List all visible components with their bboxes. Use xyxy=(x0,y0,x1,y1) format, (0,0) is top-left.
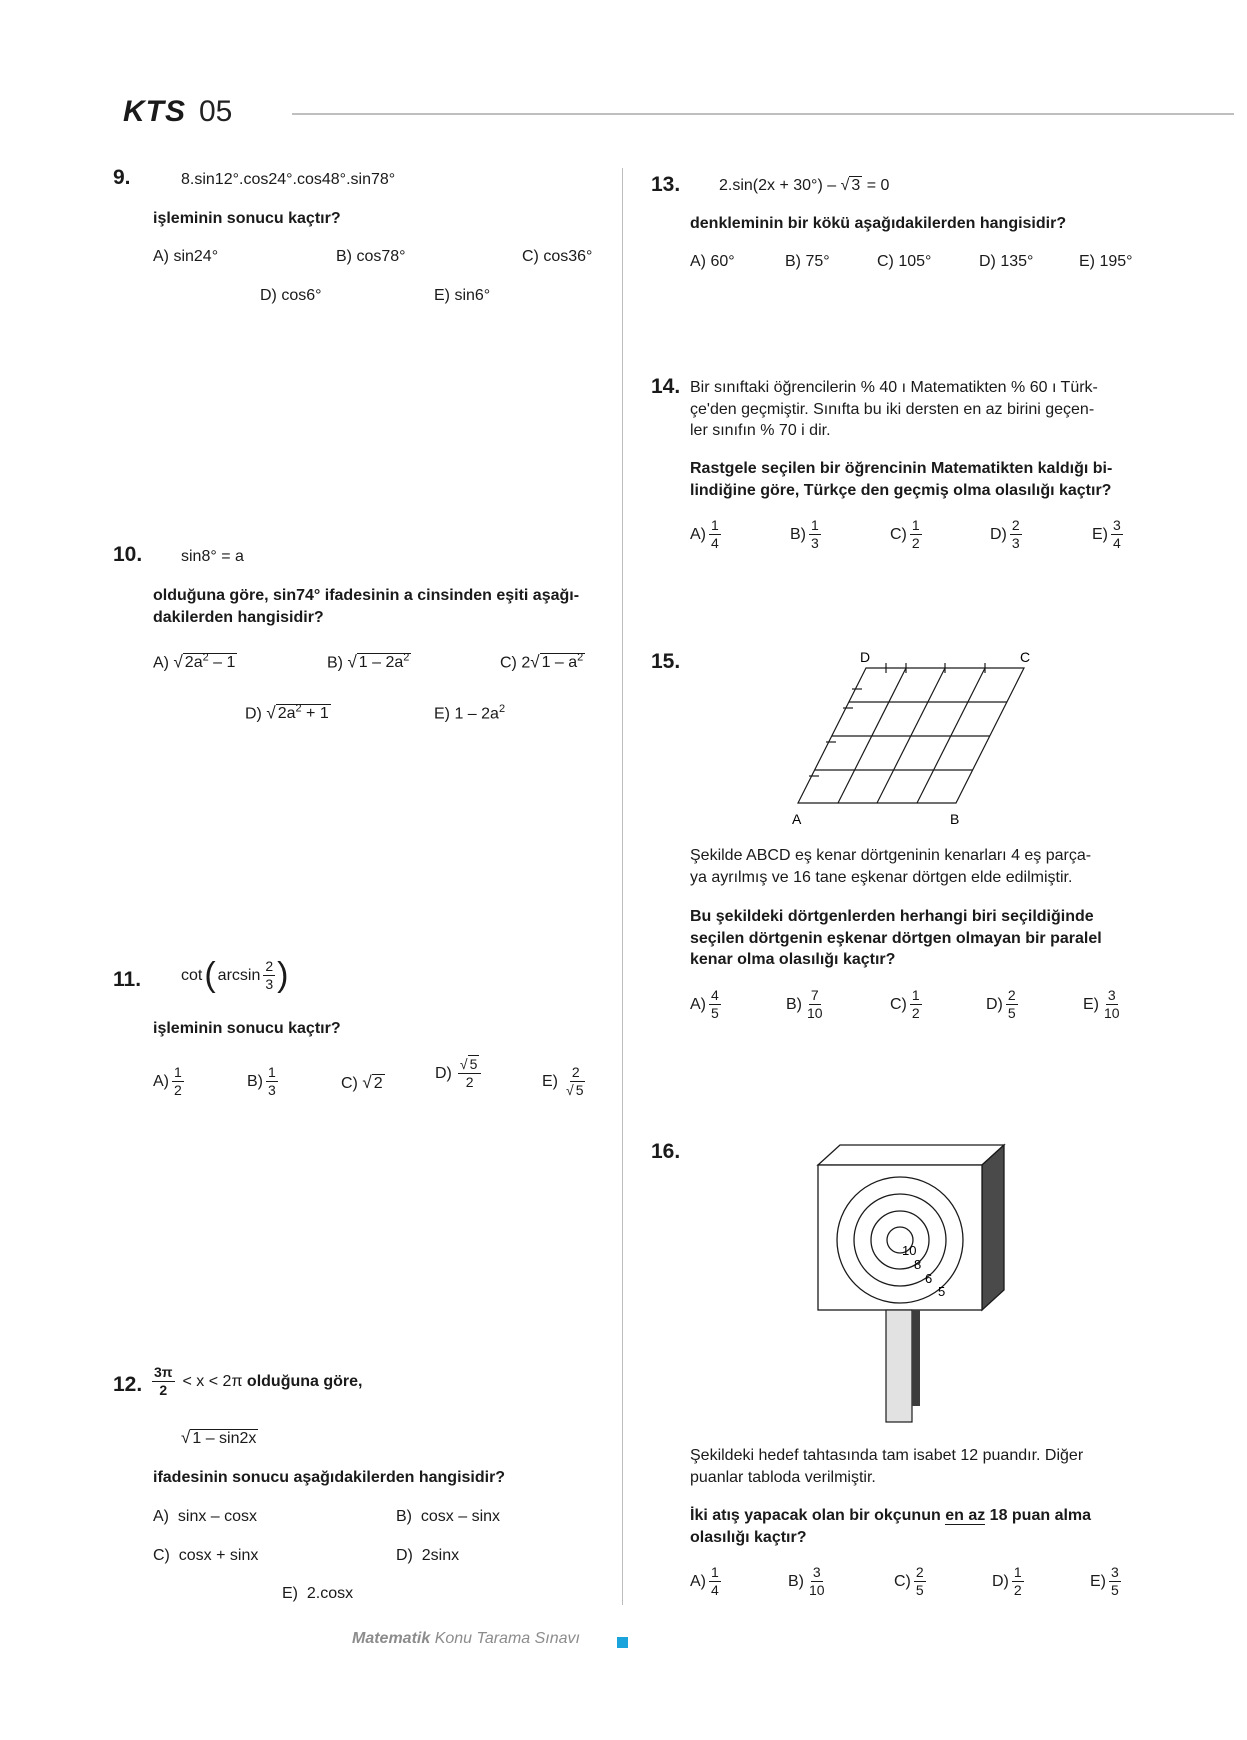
q14-option-a[interactable] xyxy=(690,517,721,552)
q12-cond-den: 2 xyxy=(159,1382,168,1398)
q9-option-a[interactable]: A) sin24° xyxy=(153,248,219,265)
q10-d-sup: 2 xyxy=(295,703,302,715)
q10-option-d[interactable] xyxy=(245,703,331,723)
footer-title xyxy=(352,1630,580,1648)
q15-e-den: 10 xyxy=(1104,1005,1120,1021)
header-number: 05 xyxy=(199,95,233,128)
question-14-intro-3: ler sınıfın % 70 i dir. xyxy=(690,422,831,439)
rhombus-grid-figure xyxy=(790,648,1050,830)
question-13-text: denkleminin bir kökü aşağıdakilerden hangisidir? xyxy=(690,215,1067,232)
q16-text-pre: İki atış yapacak olan bir okçunun xyxy=(690,1507,946,1524)
q11-fraction xyxy=(263,958,275,993)
q10-b-base: 1 – 2a xyxy=(358,654,404,672)
q10-option-a-radicand xyxy=(183,653,238,671)
question-number-11: 11. xyxy=(113,968,142,991)
q9-option-b[interactable]: B) cos78° xyxy=(336,248,406,265)
q11-b-num: 1 xyxy=(268,1064,276,1080)
q10-option-e-label: E) 1 – 2a xyxy=(434,705,499,723)
question-9-text: işleminin sonucu kaçtır? xyxy=(153,210,341,227)
q13-option-b[interactable]: B) 75° xyxy=(785,253,830,270)
q14-a-num: 1 xyxy=(711,517,719,533)
q15-a-den: 5 xyxy=(711,1005,719,1021)
q16-option-d[interactable] xyxy=(992,1564,1024,1599)
q10-option-c-label: C) 2 xyxy=(500,654,531,672)
q11-d-label: D) xyxy=(435,1064,452,1082)
q11-a-label: A) xyxy=(153,1072,169,1090)
q13-option-e[interactable]: E) 195° xyxy=(1079,253,1133,270)
q11-denominator: 3 xyxy=(265,976,274,992)
q14-a-frac xyxy=(709,517,721,552)
q12-cond-num: 3π xyxy=(154,1364,173,1380)
sqrt-icon: √ xyxy=(173,652,183,672)
sqrt-icon: √ xyxy=(181,1428,191,1447)
q10-e-sup: 2 xyxy=(498,703,506,715)
question-number-13: 13. xyxy=(651,173,681,196)
score-label-10: 10 xyxy=(902,1243,917,1258)
q16-a-label: A) xyxy=(690,1572,706,1590)
q10-option-c[interactable] xyxy=(500,652,585,672)
q12-radicand: 1 – sin2x xyxy=(192,1430,257,1447)
q14-b-label: B) xyxy=(790,525,806,543)
q16-text-underlined: en az xyxy=(945,1507,986,1524)
q13-option-a[interactable]: A) 60° xyxy=(690,253,735,270)
q12-option-e[interactable]: E) 2.cosx xyxy=(282,1585,354,1602)
q13-expr-radicand: 3 xyxy=(851,177,861,194)
q16-d-frac xyxy=(1012,1564,1024,1599)
q14-c-frac xyxy=(910,517,922,552)
q10-d-base: 2a xyxy=(277,705,296,723)
q16-option-b[interactable] xyxy=(788,1564,827,1599)
q11-e-fraction xyxy=(564,1064,587,1099)
q11-option-d[interactable] xyxy=(435,1056,481,1091)
q10-a-base: 2a xyxy=(184,654,203,672)
q14-a-label: A) xyxy=(690,525,706,543)
q11-a-fraction xyxy=(172,1064,184,1099)
q14-a-den: 4 xyxy=(711,535,719,551)
q16-option-c[interactable] xyxy=(894,1564,926,1599)
q11-b-den: 3 xyxy=(268,1082,276,1098)
q11-c-radicand: 2 xyxy=(373,1075,383,1092)
q15-a-num: 4 xyxy=(711,987,719,1003)
question-number-16: 16. xyxy=(651,1140,681,1163)
q15-c-frac xyxy=(910,987,922,1022)
q14-option-d[interactable] xyxy=(990,517,1022,552)
question-15-text-1: Bu şekildeki dörtgenlerden herhangi biri seçildiğinde xyxy=(690,908,1094,925)
question-15-intro-2: ya ayrılmış ve 16 tane eşkenar dörtgen elde edilmiştir. xyxy=(690,869,1073,886)
q10-option-b[interactable] xyxy=(327,652,411,672)
question-13-expression xyxy=(719,177,889,195)
point-b-label: B xyxy=(950,811,960,827)
question-15-text-2: seçilen dörtgenin eşkenar dörtgen olmayan bir paralel xyxy=(690,930,1102,947)
q16-b-frac xyxy=(807,1564,827,1599)
q15-c-den: 2 xyxy=(911,1005,920,1021)
question-14-text-2: lindiğine göre, Türkçe den geçmiş olma olasılığı kaçtır? xyxy=(690,482,1112,499)
question-11-expression xyxy=(181,956,288,995)
board-front-face xyxy=(818,1165,982,1310)
question-16-text-2: olasılığı kaçtır? xyxy=(690,1529,807,1546)
q15-d-den: 5 xyxy=(1007,1005,1016,1021)
q16-d-num: 1 xyxy=(1013,1564,1022,1580)
q10-d-tail: + 1 xyxy=(301,705,329,723)
q14-option-b[interactable] xyxy=(790,517,821,552)
board-side-face xyxy=(982,1145,1004,1310)
board-top-face xyxy=(818,1145,1004,1165)
q15-b-den: 10 xyxy=(807,1005,823,1021)
q11-e-den xyxy=(564,1082,587,1099)
question-number-9: 9. xyxy=(113,166,131,189)
question-14-intro-1: Bir sınıftaki öğrencilerin % 40 ı Matematikten % 60 ı Türk- xyxy=(690,379,1098,396)
question-11-text: işleminin sonucu kaçtır? xyxy=(153,1020,341,1037)
q14-d-label: D) xyxy=(990,525,1007,543)
q14-b-frac xyxy=(809,517,821,552)
q16-c-num: 2 xyxy=(915,1564,924,1580)
q15-c-label: C) xyxy=(890,995,907,1013)
sqrt-icon: √ xyxy=(459,1056,468,1072)
q16-text-post: 18 puan alma xyxy=(985,1507,1092,1524)
sqrt-icon: √ xyxy=(566,1082,574,1098)
question-14-text-1: Rastgele seçilen bir öğrencinin Matematikten kaldığı bi- xyxy=(690,460,1113,477)
q15-c-num: 1 xyxy=(911,987,920,1003)
q9-option-e[interactable]: E) sin6° xyxy=(434,287,491,304)
point-a-label: A xyxy=(792,811,802,827)
header-brand: KTS xyxy=(123,95,186,128)
q12-option-a[interactable]: A) sinx – cosx xyxy=(153,1508,258,1525)
q16-a-frac xyxy=(709,1564,721,1599)
board-stand-shadow xyxy=(912,1310,920,1406)
q16-e-frac xyxy=(1109,1564,1121,1599)
q14-d-num: 2 xyxy=(1011,517,1020,533)
q11-c-label: C) xyxy=(341,1075,358,1092)
q12-option-d[interactable]: D) 2sinx xyxy=(396,1547,460,1564)
score-label-8: 8 xyxy=(914,1257,922,1272)
q16-e-num: 3 xyxy=(1111,1564,1119,1580)
question-15-intro-1: Şekilde ABCD eş kenar dörtgeninin kenarları 4 eş parça- xyxy=(690,847,1092,864)
column-divider xyxy=(622,168,623,1605)
footer-subject: Matematik xyxy=(352,1630,431,1647)
q10-option-d-label: D) xyxy=(245,705,262,723)
question-15-text-3: kenar olma olasılığı kaçtır? xyxy=(690,951,896,968)
q15-e-label: E) xyxy=(1083,995,1099,1013)
q14-e-den: 4 xyxy=(1113,535,1121,551)
q16-c-label: C) xyxy=(894,1572,911,1590)
target-board-figure xyxy=(810,1140,1010,1430)
question-10-text-line-2: dakilerden hangisidir? xyxy=(153,609,324,626)
sqrt-icon: √ xyxy=(530,652,540,672)
q16-b-den: 10 xyxy=(809,1582,825,1598)
sqrt-icon: √ xyxy=(840,177,850,194)
question-16-intro-1: Şekildeki hedef tahtasında tam isabet 12 puandır. Diğer xyxy=(690,1447,1084,1464)
q10-option-e[interactable] xyxy=(434,703,505,723)
q9-option-d[interactable]: D) cos6° xyxy=(260,287,322,304)
q14-c-num: 1 xyxy=(911,517,920,533)
point-d-label: D xyxy=(860,649,871,665)
q11-b-label: B) xyxy=(247,1072,263,1090)
sqrt-icon: √ xyxy=(266,703,276,723)
q16-e-den: 5 xyxy=(1111,1582,1119,1598)
q14-b-num: 1 xyxy=(811,517,819,533)
arcsin-label: arcsin xyxy=(217,966,261,984)
q11-option-a[interactable] xyxy=(153,1064,184,1099)
sqrt-icon: √ xyxy=(362,1073,372,1092)
q14-d-den: 3 xyxy=(1011,535,1020,551)
q14-option-e[interactable] xyxy=(1092,517,1123,552)
q16-a-num: 1 xyxy=(711,1564,719,1580)
q14-d-frac xyxy=(1010,517,1022,552)
q15-a-label: A) xyxy=(690,995,706,1013)
left-paren: ( xyxy=(204,956,216,994)
q13-option-c[interactable]: C) 105° xyxy=(877,253,932,270)
question-16-intro-2: puanlar tabloda verilmiştir. xyxy=(690,1469,876,1486)
q15-b-label: B) xyxy=(786,995,802,1013)
q15-d-num: 2 xyxy=(1007,987,1016,1003)
q16-c-den: 5 xyxy=(915,1582,924,1598)
q16-option-e[interactable] xyxy=(1090,1564,1121,1599)
q15-option-e[interactable] xyxy=(1083,987,1122,1022)
question-14-intro-2: çe'den geçmiştir. Sınıfta bu iki dersten en az birini geçen- xyxy=(690,401,1095,418)
q11-option-e[interactable] xyxy=(542,1064,587,1099)
question-10-expression: sin8° = a xyxy=(181,548,244,565)
q10-a-sup: 2 xyxy=(202,652,209,664)
q10-option-a-label: A) xyxy=(153,654,169,672)
q15-option-b[interactable] xyxy=(786,987,825,1022)
q15-d-frac xyxy=(1006,987,1018,1022)
q11-d-fraction xyxy=(458,1056,481,1091)
q11-d-den: 2 xyxy=(465,1074,474,1090)
q13-option-d[interactable]: D) 135° xyxy=(979,253,1034,270)
q11-e-den-radicand: 5 xyxy=(575,1082,584,1098)
q11-d-num xyxy=(458,1056,481,1074)
q11-option-c[interactable] xyxy=(341,1073,385,1093)
q10-option-b-radicand xyxy=(357,653,412,671)
q12-cond-inequality: < x < 2π xyxy=(182,1372,243,1390)
q12-cond-text: olduğuna göre, xyxy=(242,1372,363,1390)
q10-option-b-label: B) xyxy=(327,654,343,672)
sqrt-icon: √ xyxy=(347,652,357,672)
q15-d-label: D) xyxy=(986,995,1003,1013)
q10-option-a[interactable] xyxy=(153,652,237,672)
q16-c-frac xyxy=(914,1564,926,1599)
q13-expr-post: = 0 xyxy=(862,177,890,194)
q15-e-frac xyxy=(1102,987,1122,1022)
header-rule xyxy=(292,113,1234,115)
score-label-5: 5 xyxy=(938,1284,946,1299)
question-9-expression: 8.sin12°.cos24°.cos48°.sin78° xyxy=(181,171,396,188)
q15-option-d[interactable] xyxy=(986,987,1018,1022)
q16-e-label: E) xyxy=(1090,1572,1106,1590)
q12-option-c[interactable]: C) cosx + sinx xyxy=(153,1547,259,1564)
q16-d-den: 2 xyxy=(1013,1582,1022,1598)
q11-a-num: 1 xyxy=(174,1064,182,1080)
question-12-condition xyxy=(152,1364,362,1399)
question-number-12: 12. xyxy=(113,1373,143,1396)
question-number-15: 15. xyxy=(651,650,681,673)
q10-a-tail: – 1 xyxy=(208,654,236,672)
q9-option-c[interactable]: C) cos36° xyxy=(522,248,593,265)
question-number-10: 10. xyxy=(113,543,143,566)
q14-e-num: 3 xyxy=(1113,517,1121,533)
q11-e-label: E) xyxy=(542,1072,558,1090)
question-10-text-line-1: olduğuna göre, sin74° ifadesinin a cinsinden eşiti aşağı- xyxy=(153,587,580,604)
question-16-text-1 xyxy=(690,1505,1091,1527)
q10-option-c-radicand xyxy=(540,653,586,671)
cot-label: cot xyxy=(181,966,203,984)
question-12-text: ifadesinin sonucu aşağıdakilerden hangisidir? xyxy=(153,1469,506,1486)
q10-c-sup: 2 xyxy=(577,652,584,664)
board-stand xyxy=(886,1310,912,1422)
q16-d-label: D) xyxy=(992,1572,1009,1590)
q14-e-label: E) xyxy=(1092,525,1108,543)
question-number-14: 14. xyxy=(651,375,681,398)
q15-option-c[interactable] xyxy=(890,987,922,1022)
q11-d-num-radicand: 5 xyxy=(469,1056,478,1072)
footer-square-icon xyxy=(617,1637,628,1648)
q15-a-frac xyxy=(709,987,721,1022)
q16-a-den: 4 xyxy=(711,1582,719,1598)
q11-b-fraction xyxy=(266,1064,278,1099)
q14-option-c[interactable] xyxy=(890,517,922,552)
q14-b-den: 3 xyxy=(811,535,819,551)
question-12-expression xyxy=(181,1428,258,1448)
right-paren: ) xyxy=(277,956,289,994)
q11-e-num: 2 xyxy=(571,1064,580,1080)
q16-b-label: B) xyxy=(788,1572,804,1590)
q14-e-frac xyxy=(1111,517,1123,552)
q12-option-b[interactable]: B) cosx – sinx xyxy=(396,1508,501,1525)
q16-option-a[interactable] xyxy=(690,1564,721,1599)
q14-c-label: C) xyxy=(890,525,907,543)
q16-b-num: 3 xyxy=(812,1564,821,1580)
q11-a-den: 2 xyxy=(174,1082,182,1098)
point-c-label: C xyxy=(1020,649,1031,665)
score-label-6: 6 xyxy=(925,1271,933,1286)
q10-c-base: 1 – a xyxy=(541,654,578,672)
footer-rest: Konu Tarama Sınavı xyxy=(430,1630,580,1647)
q10-b-sup: 2 xyxy=(403,652,410,664)
q15-option-a[interactable] xyxy=(690,987,721,1022)
q15-e-num: 3 xyxy=(1107,987,1116,1003)
q10-option-d-radicand xyxy=(276,704,331,722)
q11-option-b[interactable] xyxy=(247,1064,278,1099)
q15-b-num: 7 xyxy=(810,987,819,1003)
q12-cond-fraction xyxy=(152,1364,175,1399)
q11-numerator: 2 xyxy=(265,958,274,974)
q13-expr-pre: 2.sin(2x + 30°) – xyxy=(719,177,841,194)
q14-c-den: 2 xyxy=(911,535,920,551)
q15-b-frac xyxy=(805,987,825,1022)
